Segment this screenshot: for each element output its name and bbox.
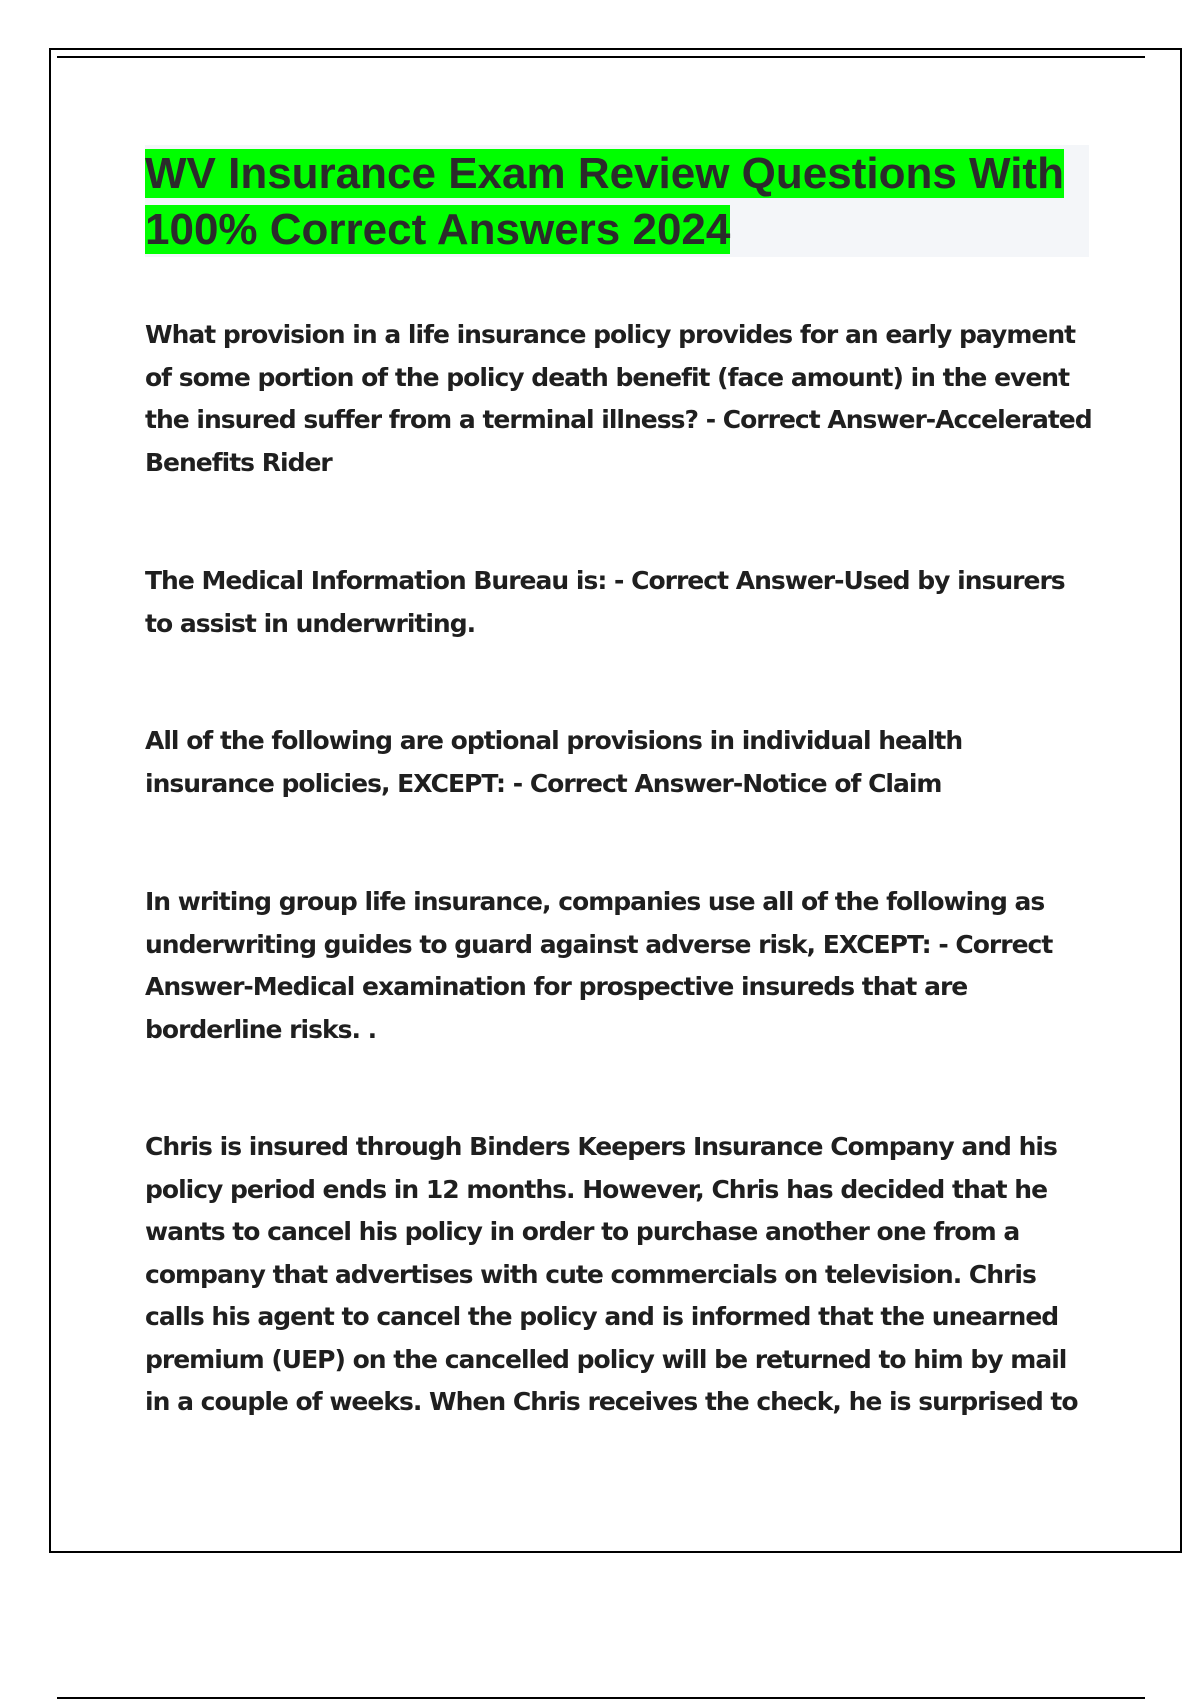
qa-entry-1: What provision in a life insurance policy provides for an early payment of some portion of the policy death benefit (face amount) in the event the insured suffer from a terminal illness? - Correct Answer-Accelerated Benefits Rider: [145, 320, 1092, 477]
bottom-rule: [57, 1697, 1145, 1699]
top-rule: [57, 56, 1145, 58]
qa-entry-5: Chris is insured through Binders Keepers Insurance Company and his policy period ends in 12 months. However, Chris has decided that he wants to cancel his policy in order to purchase another one from a company that advertises with cute commercials on television. Chris calls his agent to cancel the policy and is informed that the unearned premium (UEP) on the cancelled policy will be returned to him by mail in a couple of weeks. When Chris receives the check, he is surprised to: [145, 1132, 1078, 1416]
qa-entry-2: The Medical Information Bureau is: - Correct Answer-Used by insurers to assist in underwriting.: [145, 566, 1065, 638]
qa-entry-3: All of the following are optional provisions in individual health insurance policies, EXCEPT: - Correct Answer-Notice of Claim: [145, 726, 963, 798]
qa-entry-4: In writing group life insurance, companies use all of the following as underwriting guides to guard against adverse risk, EXCEPT: - Correct Answer-Medical examination for prospective insureds that are borderline risks. .: [145, 887, 1053, 1044]
title-highlight: WV Insurance Exam Review Questions With 100% Correct Answers 2024: [145, 149, 1064, 254]
document-title: [145, 146, 1089, 258]
